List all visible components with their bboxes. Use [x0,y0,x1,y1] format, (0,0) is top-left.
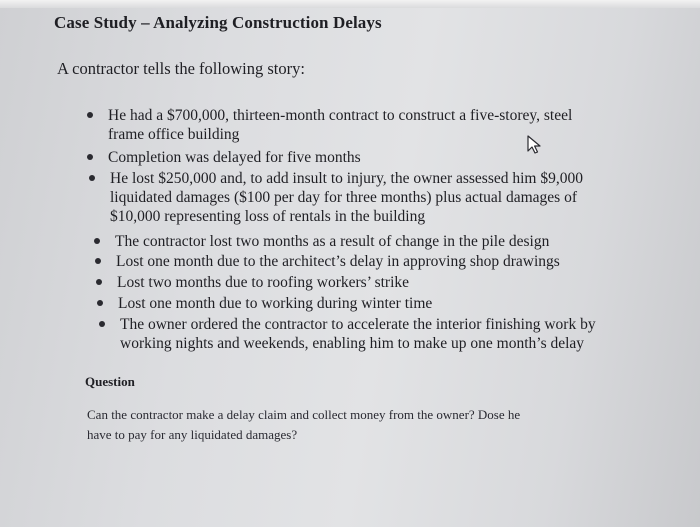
list-item [115,232,549,251]
list-item-line: Completion was delayed for five months [108,149,361,166]
list-item-line: Lost one month due to the architect’s delay in approving shop drawings [116,253,560,270]
list-item-line: He had a $700,000, thirteen-month contract to construct a five-storey, steel [108,107,573,124]
question-line: have to pay for any liquidated damages? [87,427,298,442]
list-item [118,294,432,313]
mouse-pointer-icon [526,135,544,155]
list-item-line: Lost two months due to roofing workers’ strike [117,274,410,291]
page-title: Case Study – Analyzing Construction Delays [54,13,382,32]
list-item [110,169,583,226]
list-item-line: liquidated damages ($100 per day for three months) plus actual damages of [110,189,578,206]
list-item [108,148,361,167]
bullet-icon [97,300,103,306]
list-item [120,315,596,353]
list-item-line: frame office building [108,126,240,143]
bullet-icon [87,112,93,118]
list-item-line: The owner ordered the contractor to accelerate the interior finishing work by [120,316,596,333]
question-line: Can the contractor make a delay claim and collect money from the owner? Dose he [87,407,521,422]
list-item [117,273,409,292]
bullet-icon [96,279,102,285]
list-item [108,106,572,144]
list-item-line: $10,000 representing loss of rentals in the building [110,208,426,225]
list-item [116,252,560,271]
list-item-line: He lost $250,000 and, to add insult to injury, the owner assessed him $9,000 [110,170,583,187]
list-item-line: Lost one month due to working during winter time [118,295,433,312]
bullet-icon [89,175,95,181]
intro-text: A contractor tells the following story: [57,59,305,78]
question-heading: Question [85,374,135,389]
bullet-icon [94,238,100,244]
bullet-icon [87,154,93,160]
list-item-line: The contractor lost two months as a result of change in the pile design [115,233,550,250]
list-item-line: working nights and weekends, enabling him to make up one month’s delay [120,335,585,352]
bullet-icon [95,258,101,264]
question-text [87,405,520,445]
bullet-icon [99,321,105,327]
